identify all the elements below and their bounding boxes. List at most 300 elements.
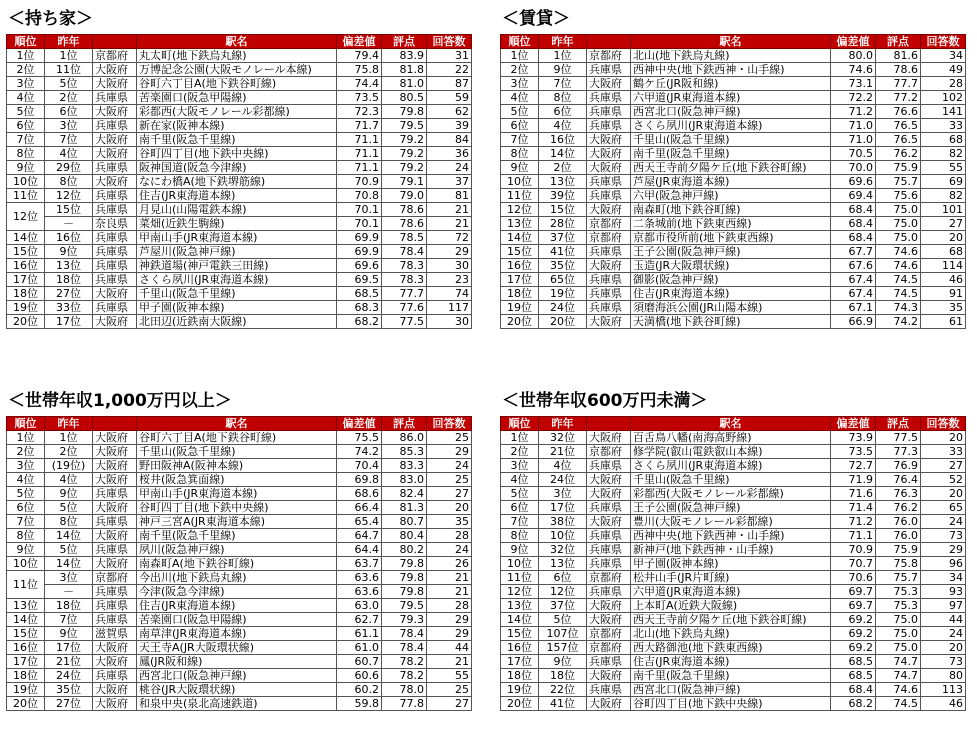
panel-income-under-6m bbox=[500, 386, 965, 711]
responses-cell: 101 bbox=[921, 203, 966, 217]
score-cell: 77.5 bbox=[382, 315, 427, 329]
panel-income-over-10m bbox=[6, 386, 471, 711]
column-header: 昨年 bbox=[539, 35, 587, 49]
score-cell: 75.7 bbox=[876, 175, 921, 189]
responses-cell: 24 bbox=[921, 515, 966, 529]
table-row bbox=[7, 259, 472, 273]
column-header bbox=[587, 35, 631, 49]
prefecture-cell: 兵庫県 bbox=[93, 189, 137, 203]
table-row bbox=[7, 641, 472, 655]
prefecture-cell: 兵庫県 bbox=[587, 91, 631, 105]
rank-cell: 11位 bbox=[501, 571, 539, 585]
prefecture-cell: 兵庫県 bbox=[93, 259, 137, 273]
station-name-cell: 南草津(JR東海道本線) bbox=[137, 627, 337, 641]
deviation-cell: 60.6 bbox=[337, 669, 382, 683]
responses-cell: 46 bbox=[921, 273, 966, 287]
prefecture-cell: 兵庫県 bbox=[587, 459, 631, 473]
station-name-cell: 鶴ケ丘(JR阪和線) bbox=[631, 77, 831, 91]
score-cell: 75.7 bbox=[876, 571, 921, 585]
station-name-cell: 王子公園(阪急神戸線) bbox=[631, 501, 831, 515]
deviation-cell: 69.6 bbox=[337, 259, 382, 273]
table-row bbox=[501, 459, 966, 473]
rank-cell: 7位 bbox=[501, 133, 539, 147]
station-name-cell: 南千里(阪急千里線) bbox=[631, 669, 831, 683]
deviation-cell: 73.1 bbox=[831, 77, 876, 91]
responses-cell: 21 bbox=[427, 203, 472, 217]
last-year-cell: 13位 bbox=[45, 259, 93, 273]
panel-title: ＜世帯年収1,000万円以上＞ bbox=[8, 391, 232, 411]
station-name-cell: 芦屋(JR東海道本線) bbox=[631, 175, 831, 189]
score-cell: 79.5 bbox=[382, 119, 427, 133]
last-year-cell: 17位 bbox=[45, 641, 93, 655]
station-name-cell: 谷町六丁目A(地下鉄谷町線) bbox=[137, 77, 337, 91]
last-year-cell: 17位 bbox=[45, 315, 93, 329]
responses-cell: 20 bbox=[921, 487, 966, 501]
rank-cell: 8位 bbox=[501, 529, 539, 543]
score-cell: 81.8 bbox=[382, 63, 427, 77]
last-year-cell: 24位 bbox=[539, 301, 587, 315]
responses-cell: 96 bbox=[921, 557, 966, 571]
rank-cell: 14位 bbox=[501, 231, 539, 245]
station-name-cell: 北田辺(近鉄南大阪線) bbox=[137, 315, 337, 329]
table-row bbox=[501, 287, 966, 301]
score-cell: 75.3 bbox=[876, 585, 921, 599]
score-cell: 75.0 bbox=[876, 203, 921, 217]
table-row bbox=[7, 585, 472, 599]
table-row bbox=[7, 501, 472, 515]
ranking-table bbox=[6, 34, 472, 329]
table-row bbox=[7, 529, 472, 543]
prefecture-cell: 大阪府 bbox=[587, 697, 631, 711]
responses-cell: 68 bbox=[921, 245, 966, 259]
responses-cell: 113 bbox=[921, 683, 966, 697]
last-year-cell: 20位 bbox=[539, 315, 587, 329]
deviation-cell: 67.7 bbox=[831, 245, 876, 259]
responses-cell: 25 bbox=[427, 473, 472, 487]
responses-cell: 68 bbox=[921, 133, 966, 147]
rank-cell: 19位 bbox=[7, 301, 45, 315]
responses-cell: 91 bbox=[921, 287, 966, 301]
responses-cell: 27 bbox=[921, 217, 966, 231]
station-name-cell: 南千里(阪急千里線) bbox=[137, 133, 337, 147]
score-cell: 78.5 bbox=[382, 231, 427, 245]
last-year-cell: 27位 bbox=[45, 697, 93, 711]
station-name-cell: 住吉(JR東海道本線) bbox=[631, 655, 831, 669]
last-year-cell: 17位 bbox=[539, 501, 587, 515]
responses-cell: 62 bbox=[427, 105, 472, 119]
station-name-cell: 千里山(阪急千里線) bbox=[631, 133, 831, 147]
rank-cell: 13位 bbox=[7, 599, 45, 613]
score-cell: 80.2 bbox=[382, 543, 427, 557]
station-name-cell: 須磨海浜公園(JR山陽本線) bbox=[631, 301, 831, 315]
station-name-cell: 住吉(JR東海道本線) bbox=[631, 287, 831, 301]
rank-cell: 1位 bbox=[7, 49, 45, 63]
column-header: 回答数 bbox=[427, 417, 472, 431]
prefecture-cell: 奈良県 bbox=[93, 217, 137, 231]
last-year-cell: 5位 bbox=[45, 77, 93, 91]
last-year-cell: 16位 bbox=[45, 231, 93, 245]
station-name-cell: 苦楽園口(阪急甲陽線) bbox=[137, 91, 337, 105]
responses-cell: 20 bbox=[921, 641, 966, 655]
responses-cell: 72 bbox=[427, 231, 472, 245]
last-year-cell: 18位 bbox=[45, 273, 93, 287]
column-header: 昨年 bbox=[45, 35, 93, 49]
last-year-cell: 7位 bbox=[45, 133, 93, 147]
deviation-cell: 69.4 bbox=[831, 189, 876, 203]
responses-cell: 69 bbox=[921, 175, 966, 189]
rank-cell: 4位 bbox=[501, 473, 539, 487]
station-name-cell: 御影(阪急神戸線) bbox=[631, 273, 831, 287]
deviation-cell: 71.4 bbox=[831, 501, 876, 515]
score-cell: 76.0 bbox=[876, 529, 921, 543]
deviation-cell: 63.6 bbox=[337, 585, 382, 599]
rank-cell: 20位 bbox=[501, 315, 539, 329]
prefecture-cell: 大阪府 bbox=[587, 161, 631, 175]
prefecture-cell: 滋賀県 bbox=[93, 627, 137, 641]
table-row bbox=[501, 543, 966, 557]
score-cell: 76.9 bbox=[876, 459, 921, 473]
last-year-cell: 16位 bbox=[539, 133, 587, 147]
responses-cell: 87 bbox=[427, 77, 472, 91]
prefecture-cell: 大阪府 bbox=[587, 147, 631, 161]
responses-cell: 22 bbox=[427, 63, 472, 77]
responses-cell: 80 bbox=[921, 669, 966, 683]
table-row bbox=[501, 161, 966, 175]
deviation-cell: 68.4 bbox=[831, 203, 876, 217]
score-cell: 76.0 bbox=[876, 515, 921, 529]
last-year-cell: 18位 bbox=[45, 599, 93, 613]
last-year-cell: 24位 bbox=[45, 669, 93, 683]
score-cell: 81.6 bbox=[876, 49, 921, 63]
deviation-cell: 69.2 bbox=[831, 641, 876, 655]
rank-cell: 12位 bbox=[501, 203, 539, 217]
prefecture-cell: 大阪府 bbox=[93, 133, 137, 147]
rank-cell: 5位 bbox=[501, 105, 539, 119]
table-row bbox=[7, 91, 472, 105]
table-row bbox=[7, 105, 472, 119]
last-year-cell: 107位 bbox=[539, 627, 587, 641]
responses-cell: 46 bbox=[921, 697, 966, 711]
last-year-cell: 5位 bbox=[539, 613, 587, 627]
responses-cell: 93 bbox=[921, 585, 966, 599]
score-cell: 77.5 bbox=[876, 431, 921, 445]
responses-cell: 20 bbox=[921, 431, 966, 445]
station-name-cell: 甲南山手(JR東海道本線) bbox=[137, 231, 337, 245]
deviation-cell: 73.5 bbox=[337, 91, 382, 105]
table-row bbox=[7, 543, 472, 557]
rank-cell: 1位 bbox=[501, 431, 539, 445]
rank-cell: 2位 bbox=[501, 63, 539, 77]
deviation-cell: 68.3 bbox=[337, 301, 382, 315]
panel-title: ＜持ち家＞ bbox=[8, 9, 93, 29]
rank-cell: 6位 bbox=[501, 501, 539, 515]
station-name-cell: 西神中央(地下鉄西神・山手線) bbox=[631, 63, 831, 77]
station-name-cell: 西神中央(地下鉄西神・山手線) bbox=[631, 529, 831, 543]
station-name-cell: 千里山(阪急千里線) bbox=[137, 445, 337, 459]
station-name-cell: 百舌鳥八幡(南海高野線) bbox=[631, 431, 831, 445]
prefecture-cell: 兵庫県 bbox=[587, 287, 631, 301]
rank-cell: 11位 bbox=[501, 189, 539, 203]
table-row bbox=[501, 63, 966, 77]
score-cell: 78.2 bbox=[382, 655, 427, 669]
table-row bbox=[7, 669, 472, 683]
responses-cell: 21 bbox=[427, 655, 472, 669]
table-row bbox=[501, 655, 966, 669]
column-header: 偏差値 bbox=[337, 417, 382, 431]
deviation-cell: 69.7 bbox=[831, 599, 876, 613]
deviation-cell: 69.8 bbox=[337, 473, 382, 487]
score-cell: 74.6 bbox=[876, 683, 921, 697]
last-year-cell: 2位 bbox=[539, 161, 587, 175]
deviation-cell: 71.7 bbox=[337, 119, 382, 133]
last-year-cell: 9位 bbox=[539, 655, 587, 669]
rank-cell: 16位 bbox=[501, 259, 539, 273]
table-row bbox=[7, 459, 472, 473]
table-row bbox=[501, 585, 966, 599]
last-year-cell: 41位 bbox=[539, 697, 587, 711]
responses-cell: 73 bbox=[921, 529, 966, 543]
score-cell: 79.2 bbox=[382, 161, 427, 175]
panel-title: ＜賃貸＞ bbox=[502, 9, 570, 29]
prefecture-cell: 大阪府 bbox=[93, 501, 137, 515]
station-name-cell: 二条城前(地下鉄東西線) bbox=[631, 217, 831, 231]
prefecture-cell: 兵庫県 bbox=[587, 529, 631, 543]
score-cell: 74.6 bbox=[876, 259, 921, 273]
responses-cell: 31 bbox=[427, 49, 472, 63]
deviation-cell: 70.6 bbox=[831, 571, 876, 585]
station-name-cell: 甲子園(阪神本線) bbox=[137, 301, 337, 315]
responses-cell: 24 bbox=[427, 161, 472, 175]
table-row bbox=[501, 49, 966, 63]
table-row bbox=[501, 273, 966, 287]
score-cell: 76.6 bbox=[876, 105, 921, 119]
rank-cell: 10位 bbox=[501, 175, 539, 189]
prefecture-cell: 兵庫県 bbox=[587, 189, 631, 203]
station-name-cell: 今津(阪急今津線) bbox=[137, 585, 337, 599]
deviation-cell: 72.3 bbox=[337, 105, 382, 119]
score-cell: 78.4 bbox=[382, 245, 427, 259]
prefecture-cell: 兵庫県 bbox=[93, 599, 137, 613]
table-row bbox=[7, 189, 472, 203]
responses-cell: 74 bbox=[427, 287, 472, 301]
deviation-cell: 70.1 bbox=[337, 203, 382, 217]
prefecture-cell: 大阪府 bbox=[587, 515, 631, 529]
deviation-cell: 68.5 bbox=[337, 287, 382, 301]
rank-cell: 9位 bbox=[501, 161, 539, 175]
last-year-cell: 9位 bbox=[539, 63, 587, 77]
column-header: 回答数 bbox=[921, 417, 966, 431]
prefecture-cell: 兵庫県 bbox=[587, 175, 631, 189]
score-cell: 79.1 bbox=[382, 175, 427, 189]
responses-cell: 27 bbox=[921, 459, 966, 473]
table-row bbox=[7, 147, 472, 161]
ranking-table bbox=[500, 34, 966, 329]
column-header bbox=[93, 35, 137, 49]
prefecture-cell: 兵庫県 bbox=[587, 557, 631, 571]
rank-cell: 18位 bbox=[7, 287, 45, 301]
prefecture-cell: 兵庫県 bbox=[93, 613, 137, 627]
station-name-cell: 北山(地下鉄烏丸線) bbox=[631, 627, 831, 641]
responses-cell: 117 bbox=[427, 301, 472, 315]
responses-cell: 25 bbox=[427, 431, 472, 445]
deviation-cell: 64.4 bbox=[337, 543, 382, 557]
last-year-cell: 6位 bbox=[539, 571, 587, 585]
last-year-cell: 2位 bbox=[45, 445, 93, 459]
rank-cell: 9位 bbox=[501, 543, 539, 557]
deviation-cell: 74.2 bbox=[337, 445, 382, 459]
table-row bbox=[7, 175, 472, 189]
last-year-cell: 24位 bbox=[539, 473, 587, 487]
prefecture-cell: 兵庫県 bbox=[587, 119, 631, 133]
last-year-cell: 37位 bbox=[539, 231, 587, 245]
prefecture-cell: 京都府 bbox=[587, 217, 631, 231]
deviation-cell: 71.1 bbox=[337, 147, 382, 161]
prefecture-cell: 大阪府 bbox=[93, 105, 137, 119]
column-header bbox=[93, 417, 137, 431]
rank-cell: 14位 bbox=[501, 613, 539, 627]
rank-cell: 2位 bbox=[7, 445, 45, 459]
score-cell: 74.7 bbox=[876, 655, 921, 669]
responses-cell: 21 bbox=[427, 217, 472, 231]
last-year-cell: 10位 bbox=[539, 529, 587, 543]
responses-cell: 39 bbox=[427, 119, 472, 133]
station-name-cell: 谷町四丁目(地下鉄中央線) bbox=[137, 147, 337, 161]
rank-cell: 12位 bbox=[7, 203, 45, 231]
last-year-cell: 1位 bbox=[45, 431, 93, 445]
station-name-cell: 彩都西(大阪モノレール彩都線) bbox=[137, 105, 337, 119]
score-cell: 79.8 bbox=[382, 557, 427, 571]
table-row bbox=[501, 669, 966, 683]
deviation-cell: 68.2 bbox=[831, 697, 876, 711]
responses-cell: 24 bbox=[921, 627, 966, 641]
prefecture-cell: 兵庫県 bbox=[587, 301, 631, 315]
last-year-cell: 8位 bbox=[45, 515, 93, 529]
rank-cell: 17位 bbox=[501, 273, 539, 287]
score-cell: 81.0 bbox=[382, 77, 427, 91]
last-year-cell: 7位 bbox=[45, 613, 93, 627]
deviation-cell: 59.8 bbox=[337, 697, 382, 711]
table-row bbox=[7, 571, 472, 585]
rank-cell: 16位 bbox=[7, 641, 45, 655]
score-cell: 83.0 bbox=[382, 473, 427, 487]
rank-cell: 7位 bbox=[501, 515, 539, 529]
score-cell: 82.4 bbox=[382, 487, 427, 501]
rank-cell: 1位 bbox=[501, 49, 539, 63]
prefecture-cell: 兵庫県 bbox=[93, 487, 137, 501]
prefecture-cell: 兵庫県 bbox=[93, 515, 137, 529]
station-name-cell: 玉造(JR大阪環状線) bbox=[631, 259, 831, 273]
rank-cell: 20位 bbox=[7, 697, 45, 711]
station-name-cell: 谷町四丁目(地下鉄中央線) bbox=[631, 697, 831, 711]
score-cell: 79.8 bbox=[382, 585, 427, 599]
last-year-cell: 4位 bbox=[45, 147, 93, 161]
station-name-cell: 南森町(地下鉄谷町線) bbox=[631, 203, 831, 217]
responses-cell: 30 bbox=[427, 315, 472, 329]
station-name-cell: 松井山手(JR片町線) bbox=[631, 571, 831, 585]
score-cell: 77.8 bbox=[382, 697, 427, 711]
score-cell: 78.6 bbox=[876, 63, 921, 77]
deviation-cell: 71.6 bbox=[831, 487, 876, 501]
prefecture-cell: 大阪府 bbox=[587, 487, 631, 501]
last-year-cell: 18位 bbox=[539, 669, 587, 683]
table-row bbox=[501, 515, 966, 529]
deviation-cell: 71.9 bbox=[831, 473, 876, 487]
panel-rental bbox=[500, 4, 965, 329]
prefecture-cell: 大阪府 bbox=[587, 599, 631, 613]
last-year-cell: 8位 bbox=[539, 91, 587, 105]
station-name-cell: 阪神国道(阪急今津線) bbox=[137, 161, 337, 175]
prefecture-cell: 兵庫県 bbox=[93, 91, 137, 105]
table-row bbox=[501, 77, 966, 91]
column-header: 偏差値 bbox=[831, 35, 876, 49]
station-name-cell: 新神戸(地下鉄西神・山手線) bbox=[631, 543, 831, 557]
score-cell: 78.3 bbox=[382, 273, 427, 287]
table-row bbox=[501, 599, 966, 613]
responses-cell: 29 bbox=[427, 245, 472, 259]
table-row bbox=[501, 501, 966, 515]
responses-cell: 29 bbox=[427, 445, 472, 459]
table-row bbox=[501, 487, 966, 501]
station-name-cell: 南森町A(地下鉄谷町線) bbox=[137, 557, 337, 571]
rank-cell: 15位 bbox=[7, 245, 45, 259]
rank-cell: 19位 bbox=[501, 301, 539, 315]
last-year-cell: 6位 bbox=[45, 105, 93, 119]
table-row bbox=[7, 315, 472, 329]
deviation-cell: 68.4 bbox=[831, 231, 876, 245]
responses-cell: 35 bbox=[921, 301, 966, 315]
score-cell: 83.3 bbox=[382, 459, 427, 473]
column-header bbox=[587, 417, 631, 431]
responses-cell: 28 bbox=[427, 599, 472, 613]
deviation-cell: 73.5 bbox=[831, 445, 876, 459]
rank-cell: 2位 bbox=[501, 445, 539, 459]
responses-cell: 65 bbox=[921, 501, 966, 515]
table-row bbox=[501, 203, 966, 217]
rank-cell: 6位 bbox=[501, 119, 539, 133]
score-cell: 77.6 bbox=[382, 301, 427, 315]
last-year-cell: 27位 bbox=[45, 287, 93, 301]
prefecture-cell: 大阪府 bbox=[587, 473, 631, 487]
responses-cell: 52 bbox=[921, 473, 966, 487]
score-cell: 85.3 bbox=[382, 445, 427, 459]
table-row bbox=[501, 315, 966, 329]
station-name-cell: 南千里(阪急千里線) bbox=[631, 147, 831, 161]
deviation-cell: 68.4 bbox=[831, 683, 876, 697]
rank-cell: 11位 bbox=[7, 571, 45, 599]
column-header: 評点 bbox=[876, 417, 921, 431]
panel-owned-home bbox=[6, 4, 471, 329]
responses-cell: 102 bbox=[921, 91, 966, 105]
table-row bbox=[7, 431, 472, 445]
column-header: 偏差値 bbox=[337, 35, 382, 49]
deviation-cell: 70.7 bbox=[831, 557, 876, 571]
deviation-cell: 73.9 bbox=[831, 431, 876, 445]
table-row bbox=[501, 105, 966, 119]
rank-cell: 5位 bbox=[501, 487, 539, 501]
table-row bbox=[501, 613, 966, 627]
score-cell: 78.2 bbox=[382, 669, 427, 683]
responses-cell: 49 bbox=[921, 63, 966, 77]
rank-cell: 4位 bbox=[7, 91, 45, 105]
deviation-cell: 68.2 bbox=[337, 315, 382, 329]
table-row bbox=[7, 287, 472, 301]
score-cell: 75.0 bbox=[876, 627, 921, 641]
deviation-cell: 63.6 bbox=[337, 571, 382, 585]
score-cell: 83.9 bbox=[382, 49, 427, 63]
rank-cell: 18位 bbox=[7, 669, 45, 683]
station-name-cell: さくら夙川(JR東海道本線) bbox=[137, 273, 337, 287]
rank-cell: 15位 bbox=[7, 627, 45, 641]
